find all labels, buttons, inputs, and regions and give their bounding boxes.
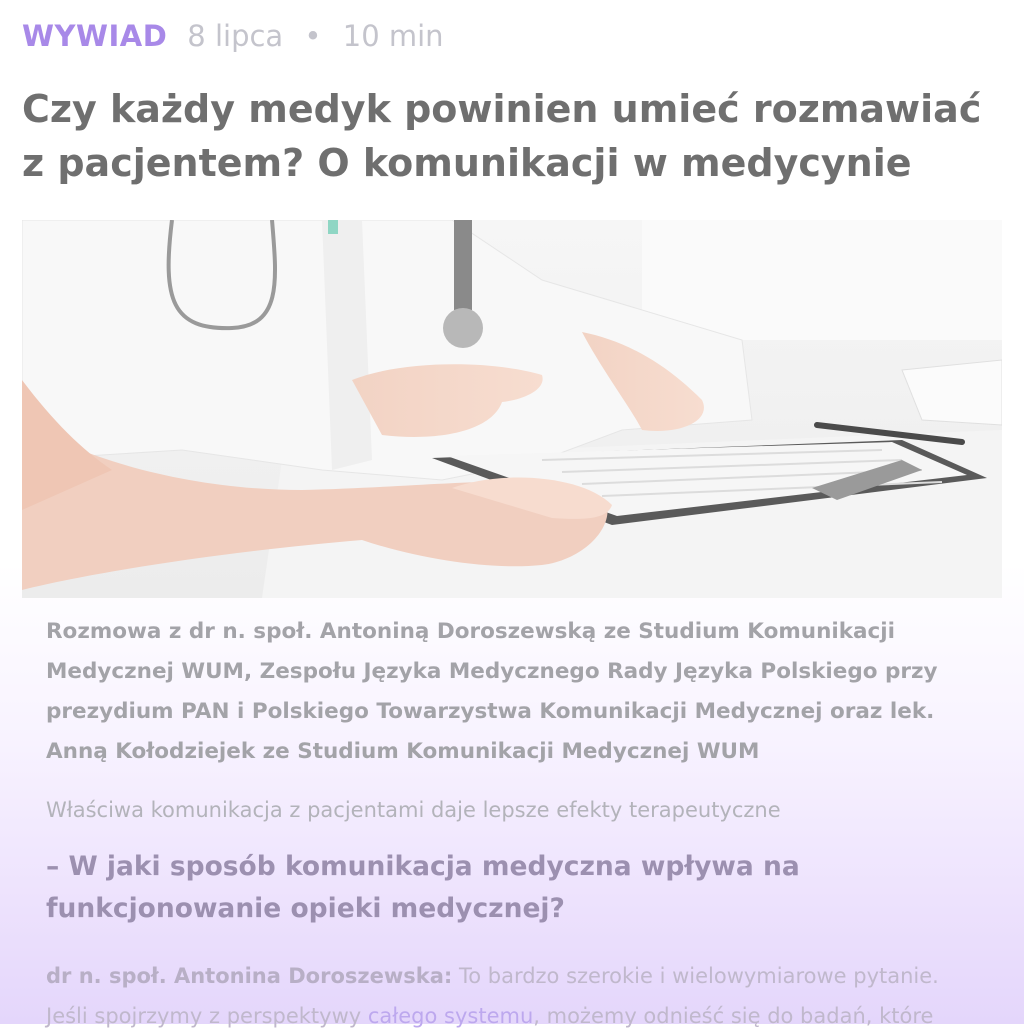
article-body — [46, 612, 981, 1036]
article-meta — [22, 18, 444, 54]
answer-text-continued: , możemy odnieść się do badań, które — [533, 1004, 934, 1028]
system-link[interactable]: całego systemu — [367, 1004, 534, 1028]
interview-question: – W jaki sposób komunikacja medyczna wpływa na funkcjonowanie opieki medycznej? — [46, 851, 800, 924]
answer-text: To bardzo szerokie i wielowymiarowe pytanie. Jeśli spojrzymy z perspektywy — [46, 964, 939, 1028]
category-label[interactable]: WYWIAD — [22, 19, 168, 53]
image-caption: Właściwa komunikacja z pacjentami daje lepsze efekty terapeutyczne — [46, 798, 781, 822]
answer-speaker: dr n. społ. Antonina Doroszewska: — [46, 964, 453, 988]
read-time: 10 min — [342, 19, 444, 53]
interview-answer — [46, 956, 981, 1036]
meta-separator: • — [304, 19, 322, 53]
publish-date: 8 lipca — [187, 19, 284, 53]
article-title: Czy każdy medyk powinien umieć rozmawiać z pacjentem? O komunikacji w medycynie — [22, 87, 982, 185]
article-lead: Rozmowa z dr n. społ. Antoniną Doroszewską ze Studium Komunikacji Medycznej WUM, Zespołu Języka Medycznego Rady Języka Polskiego przy prezydium PAN i Polskiego Towarzystwa Komunikacji Medycznej oraz lek. Anną Kołodziejek ze Studium Komunikacji Medycznej WUM — [46, 619, 938, 764]
hero-image — [22, 220, 1002, 598]
